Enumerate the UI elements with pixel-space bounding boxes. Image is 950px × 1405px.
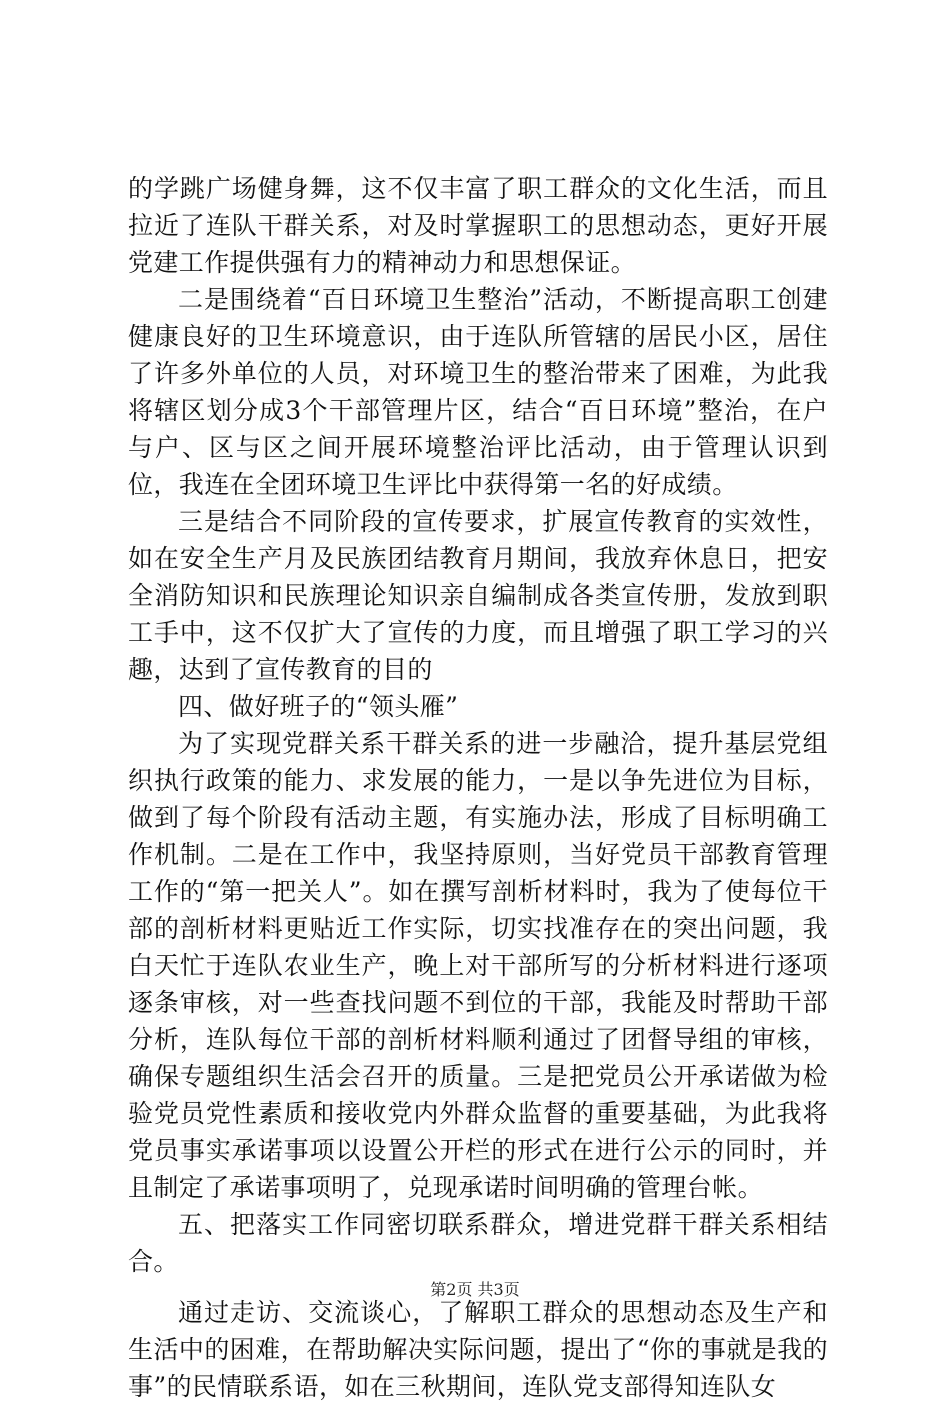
section-heading-4: 四、做好班子的“领头雁” [178,692,459,721]
section-heading-5: 五、把落实工作同密切联系群众，增进党群干群关系相结合。 [128,1210,828,1276]
document-body [128,170,828,1405]
paragraph-sanitation: 二是围绕着“百日环境卫生整治”活动，不断提高职工创建健康良好的卫生环境意识，由于连队所管辖的居民小区，居住了许多外单位的人员，对环境卫生的整治带来了困难，为此我将辖区划分成3个干部管理片区，结合“百日环境”整治，在户与户、区与区之间开展环境整治评比活动，由于管理认识到位，我连在全团环境卫生评比中获得第一名的好成绩。 [128,285,828,499]
page-number-footer: 第2页 共3页 [430,1280,520,1299]
paragraph-outreach: 通过走访、交流谈心，了解职工群众的思想动态及生产和生活中的困难，在帮助解决实际问题，提出了“你的事就是我的事”的民情联系语，如在三秋期间，连队党支部得知连队女 [128,1298,828,1401]
paragraph-leadership: 为了实现党群关系干群关系的进一步融洽，提升基层党组织执行政策的能力、求发展的能力，一是以争先进位为目标，做到了每个阶段有活动主题，有实施办法，形成了目标明确工作机制。二是在工作中，我坚持原则，当好党员干部教育管理工作的“第一把关人”。如在撰写剖析材料时，我为了使每位干部的剖析材料更贴近工作实际，切实找准存在的突出问题，我白天忙于连队农业生产，晚上对干部所写的分析材料进行逐项逐条审核，对一些查找问题不到位的干部，我能及时帮助干部分析，连队每位干部的剖析材料顺利通过了团督导组的审核，确保专题组织生活会召开的质量。三是把党员公开承诺做为检验党员党性素质和接收党内外群众监督的重要基础，为此我将党员事实承诺事项以设置公开栏的形式在进行公示的同时，并且制定了承诺事项明了，兑现承诺时间明确的管理台帐。 [128,729,828,1202]
paragraph-continuation: 的学跳广场健身舞，这不仅丰富了职工群众的文化生活，而且拉近了连队干群关系，对及时掌握职工的思想动态，更好开展党建工作提供强有力的精神动力和思想保证。 [128,174,828,277]
paragraph-publicity: 三是结合不同阶段的宣传要求，扩展宣传教育的实效性，如在安全生产月及民族团结教育月期间，我放弃休息日，把安全消防知识和民族理论知识亲自编制成各类宣传册，发放到职工手中，这不仅扩大了宣传的力度，而且增强了职工学习的兴趣，达到了宣传教育的目的 [128,507,828,684]
